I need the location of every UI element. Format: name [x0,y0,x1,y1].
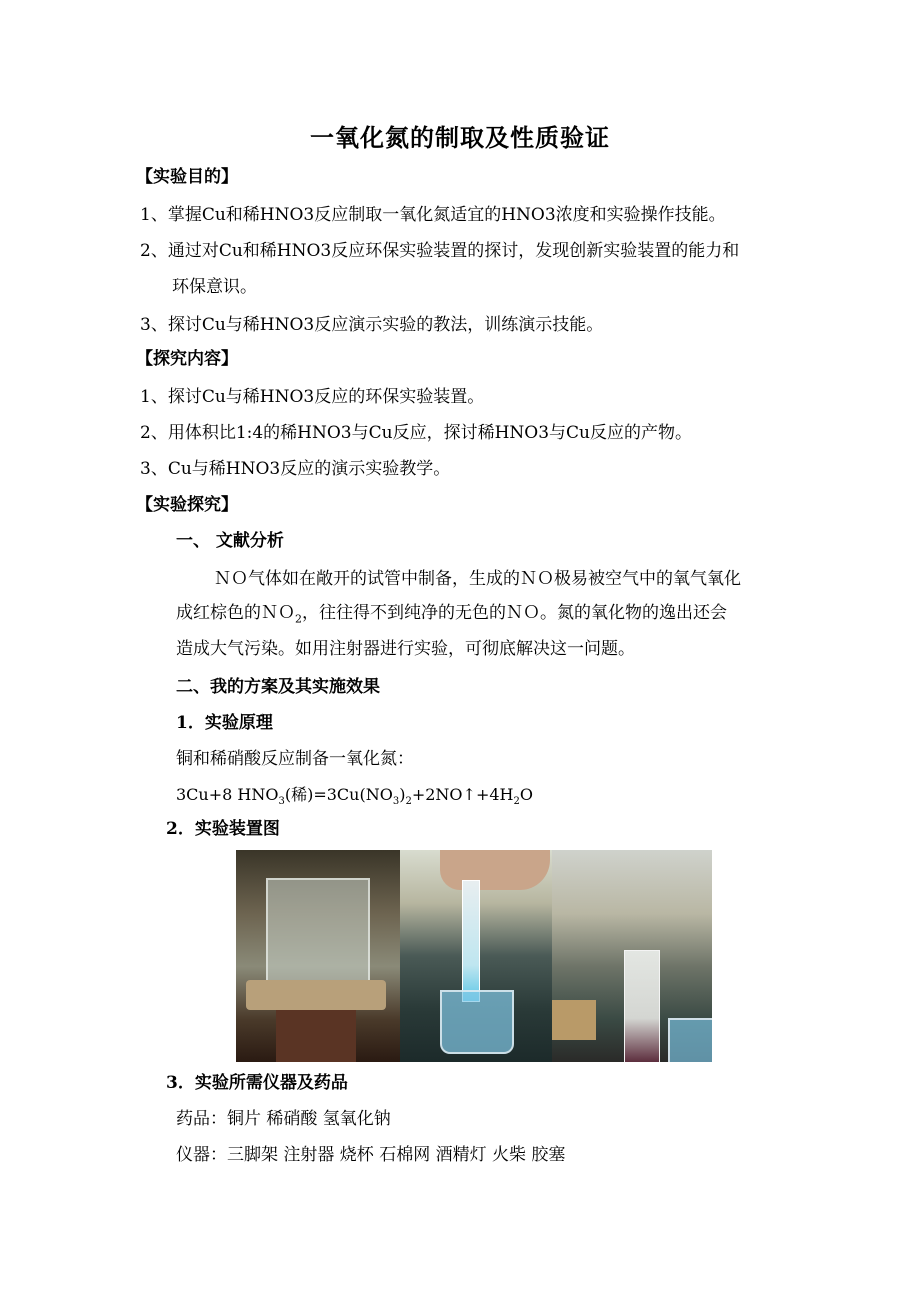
reagents-line: 药品：铜片 稀硝酸 氢氧化钠 [176,1109,391,1129]
section-heading-content: 【探究内容】 [136,349,238,369]
section-heading-objective: 【实验目的】 [136,167,238,187]
part1-line-2: 成红棕色的ＮＯ$_2$，往往得不到纯净的无色的ＮＯ。氮的氧化物的逸出还会 [176,603,727,626]
sub1-line: 铜和稀硝酸反应制备一氧化氮： [176,749,414,769]
sub1-title: 1．实验原理 [176,713,273,733]
content-item-1: 1、探讨Cu与稀HNO3反应的环保实验装置。 [140,387,485,407]
objective-item-2-cont: 环保意识。 [172,277,257,297]
section-heading-explore: 【实验探究】 [136,495,238,515]
apparatus-photo-2 [400,850,552,1062]
part1-title: 一、 文献分析 [176,531,284,551]
sub3-title: 3．实验所需仪器及药品 [166,1073,348,1093]
content-item-2: 2、用体积比1:4的稀HNO3与Cu反应，探讨稀HNO3与Cu反应的产物。 [140,423,692,443]
part1-line-3: 造成大气污染。如用注射器进行实验，可彻底解决这一问题。 [176,639,635,659]
instruments-line: 仪器：三脚架 注射器 烧杯 石棉网 酒精灯 火柴 胶塞 [176,1145,566,1165]
objective-item-1: 1、掌握Cu和稀HNO3反应制取一氧化氮适宜的HNO3浓度和实验操作技能。 [140,205,726,225]
part1-line-1: ＮＯ气体如在敞开的试管中制备，生成的ＮＯ极易被空气中的氧气氧化 [214,569,741,589]
chemical-equation: 3Cu+8 $HNO_3$(稀)$=3Cu(NO_3)_2+2NO↑+4H_2O$ [176,785,533,808]
apparatus-photo-1 [236,850,400,1062]
objective-item-2: 2、通过对Cu和稀HNO3反应环保实验装置的探讨，发现创新实验装置的能力和 [140,241,740,261]
apparatus-photos [236,850,712,1062]
apparatus-photo-3 [552,850,712,1062]
part2-title: 二、我的方案及其实施效果 [176,677,380,697]
content-item-3: 3、Cu与稀HNO3反应的演示实验教学。 [140,459,451,479]
objective-item-3: 3、探讨Cu与稀HNO3反应演示实验的教法，训练演示技能。 [140,315,604,335]
sub2-title: 2．实验装置图 [166,819,280,839]
page-title: 一氧化氮的制取及性质验证 [310,123,610,152]
